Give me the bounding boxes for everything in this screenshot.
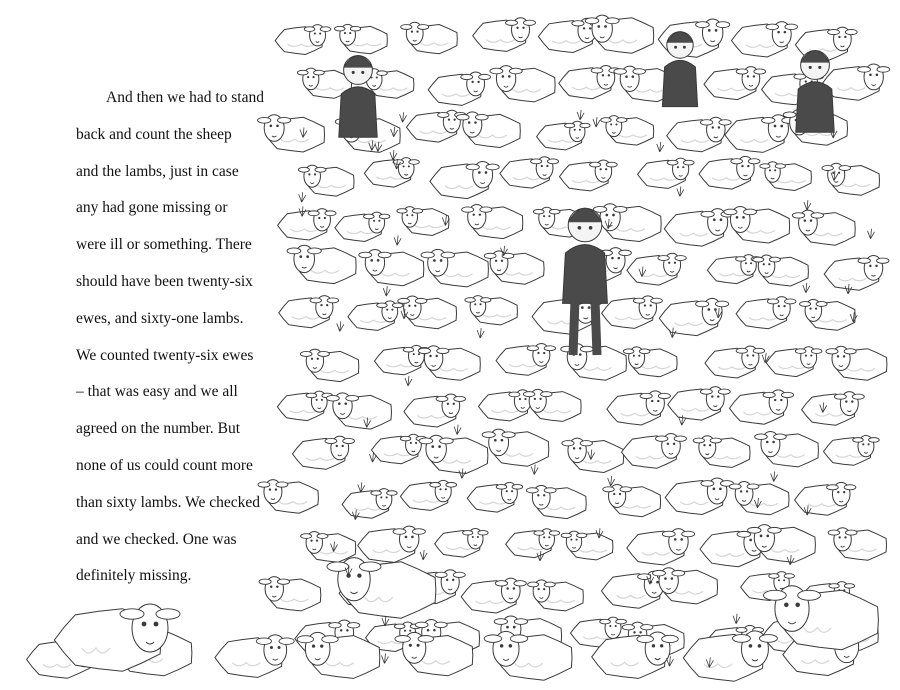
sheep: [465, 296, 517, 325]
sheep: [603, 484, 661, 516]
grass-tuft: [394, 235, 401, 245]
sheep: [397, 207, 449, 236]
sheep: [401, 22, 458, 53]
sheep: [482, 429, 549, 466]
sheep: [364, 158, 419, 187]
sheep: [638, 158, 695, 188]
sheep: [668, 387, 731, 420]
sheep: [800, 299, 856, 330]
sheep: [732, 22, 798, 57]
sheep: [824, 256, 889, 291]
sheep: [461, 578, 526, 613]
sheep: [435, 529, 488, 558]
grass-tuft: [608, 476, 615, 486]
story-text: [76, 80, 316, 595]
grass-tuft: [400, 112, 407, 122]
story-line: agreed on the number. But: [76, 420, 240, 438]
sheep: [348, 301, 403, 330]
sheep: [822, 163, 880, 195]
story-line: and we checked. One was: [76, 530, 237, 548]
sheep: [730, 390, 794, 424]
sheep: [358, 526, 426, 562]
story-line: and the lambs, just in case: [76, 162, 239, 180]
sheep: [419, 435, 488, 473]
sheep: [792, 210, 855, 245]
grass-tuft: [803, 283, 810, 293]
grass-tuft: [593, 117, 600, 127]
sheep: [704, 67, 766, 100]
sheep: [559, 66, 621, 99]
sheep: [342, 489, 397, 519]
grass-tuft: [577, 110, 584, 120]
sheep: [699, 156, 760, 189]
sheep: [725, 115, 795, 153]
sheep: [705, 346, 765, 378]
sheep: [372, 434, 427, 463]
sheep: [428, 72, 490, 105]
sheep: [665, 478, 733, 515]
sheep: [824, 435, 880, 465]
sheep: [467, 482, 522, 512]
sheep: [462, 205, 523, 239]
sheep: [828, 528, 886, 560]
sheep: [667, 117, 732, 152]
sheep: [755, 431, 819, 466]
sheep: [523, 389, 581, 421]
sheep: [601, 116, 654, 145]
story-line: none of us could count more: [76, 456, 253, 474]
sheep: [561, 531, 613, 560]
sheep: [496, 343, 555, 375]
story-line: And then we had to stand: [106, 89, 264, 106]
sheep: [326, 393, 391, 429]
sheep: [760, 162, 812, 191]
grass-tuft: [868, 229, 875, 239]
sheep: [736, 297, 796, 329]
sheep: [484, 251, 544, 284]
grass-tuft: [733, 614, 740, 624]
sheep: [795, 482, 856, 515]
sheep: [560, 160, 618, 191]
sheep: [275, 25, 331, 55]
sheep: [490, 66, 555, 102]
sheep: [627, 253, 686, 285]
grass-tuft: [358, 482, 365, 492]
sheep: [418, 346, 480, 381]
grass-tuft: [657, 142, 664, 152]
story-line: back and count the sheep: [76, 125, 232, 143]
sheep: [473, 18, 536, 52]
sheep: [506, 529, 560, 558]
grass-tuft: [771, 471, 778, 481]
sheep: [456, 112, 520, 148]
sheep: [537, 121, 590, 150]
sheep: [653, 568, 718, 604]
sheep: [802, 392, 865, 426]
sheep: [407, 110, 467, 142]
grass-tuft: [477, 328, 484, 338]
grass-tuft: [677, 186, 684, 196]
grass-tuft: [381, 653, 388, 663]
sheep: [398, 296, 457, 329]
sheep: [359, 250, 424, 286]
story-line: were ill or something. There: [76, 236, 252, 254]
sheep: [622, 433, 687, 468]
sheep: [607, 391, 671, 425]
sheep: [335, 212, 390, 241]
child-right: [796, 51, 834, 133]
sheep: [430, 161, 499, 198]
story-line: than sixty lambs. We checked: [76, 493, 260, 511]
child-center: [563, 208, 608, 303]
grass-tuft: [383, 286, 390, 296]
story-line: We counted twenty-six ewes: [76, 346, 254, 364]
sheep: [335, 24, 388, 53]
grass-tuft: [804, 200, 811, 210]
sheep: [826, 346, 887, 380]
grass-tuft: [405, 376, 412, 386]
story-line: any had gone missing or: [76, 199, 228, 217]
sheep: [724, 206, 790, 243]
sheep: [602, 296, 663, 329]
grass-tuft: [390, 150, 397, 160]
sheep: [627, 529, 695, 565]
sheep: [585, 15, 653, 53]
grass-tuft: [531, 465, 538, 475]
sheep: [500, 157, 559, 188]
sheep: [215, 635, 294, 678]
sheep: [421, 249, 488, 287]
grass-tuft: [420, 550, 427, 560]
child-top: [662, 32, 697, 107]
sheep: [400, 480, 456, 510]
sheep: [526, 485, 586, 518]
grass-tuft: [337, 321, 344, 331]
story-line: definitely missing.: [76, 567, 192, 585]
story-line: – that was easy and we all: [76, 383, 238, 401]
sheep: [693, 436, 750, 468]
sheep: [664, 209, 734, 247]
sheep: [683, 631, 777, 681]
sheep: [729, 482, 789, 515]
grass-tuft: [454, 425, 461, 435]
sheep: [623, 347, 677, 377]
sheep: [327, 558, 436, 619]
sheep: [404, 394, 466, 427]
sheep: [766, 347, 822, 377]
story-line: should have been twenty-six: [76, 272, 253, 290]
sheep: [528, 580, 584, 611]
sheep: [593, 204, 661, 242]
story-line: ewes, and sixty-one lambs.: [76, 309, 244, 327]
child-girl: [339, 56, 377, 138]
sheep: [753, 255, 809, 286]
